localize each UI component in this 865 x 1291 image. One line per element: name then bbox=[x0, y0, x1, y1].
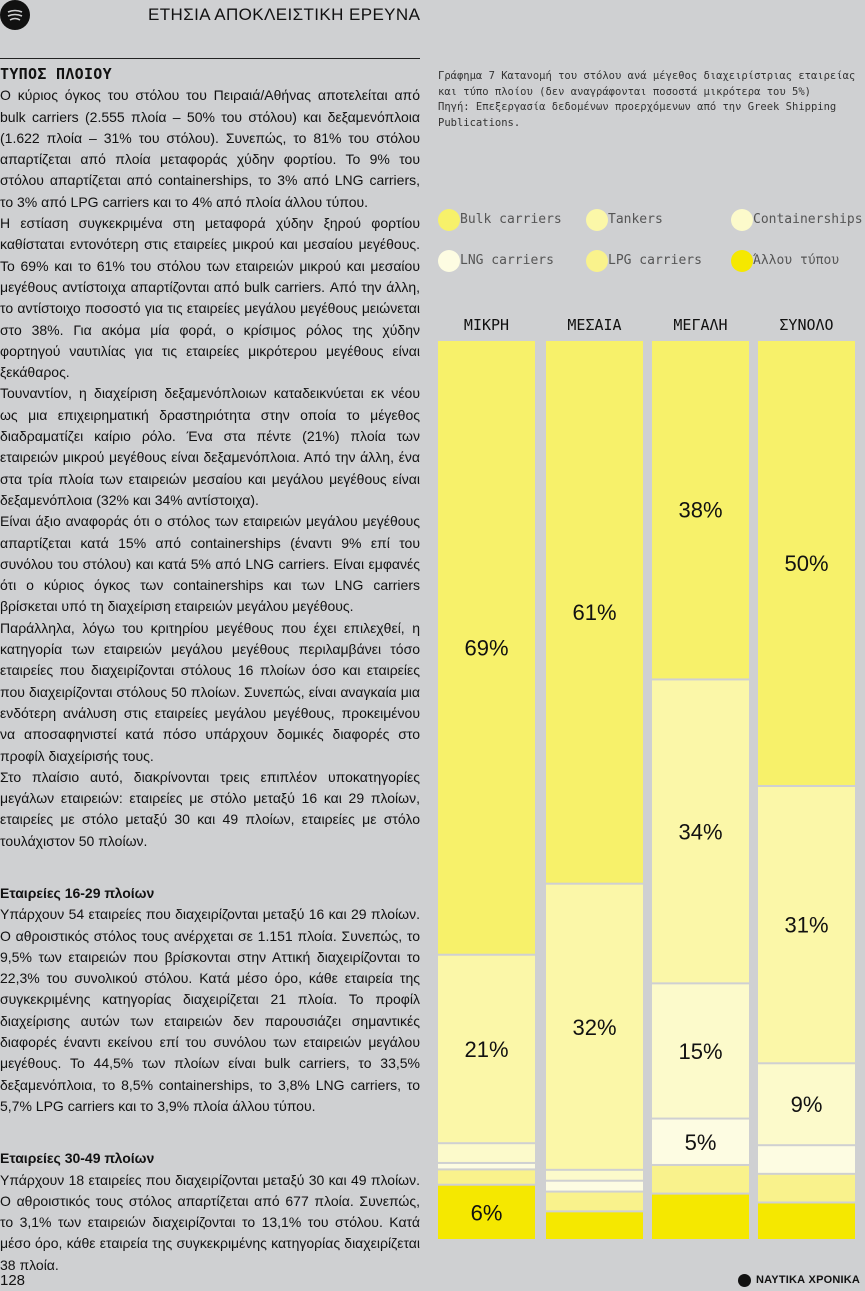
category-label: ΜΕΣΑΙΑ bbox=[567, 316, 622, 334]
bar-segment bbox=[546, 1171, 643, 1180]
chart-caption bbox=[438, 69, 862, 131]
data-label: 69% bbox=[464, 635, 509, 661]
legend-label: LNG carriers bbox=[460, 253, 554, 268]
subsection-text: Υπάρχουν 54 εταιρείες που διαχειρίζονται μεταξύ 16 και 29 πλοίων. Ο αθροιστικός στόλος τους ανέρχεται σε 1.151 πλοία. Συνεπώς, το 9,5% των εταιρειών που βρίσκονται στην Αττική διαχειρίζονται το 22,3% του συνολικού στόλου. Κατά μέσο όρο, κάθε εταιρεία της συγκεκριμένης κατηγορίας διαχειρίζεται 21 πλοία. Το προφίλ διαχείρισης αυτών των εταιρειών δεν παρουσιάζει σημαντικές διαφορές έναντι εκείνου επί του συνόλου των εταιρειών μεγάλου μεγέθους. Το 44,5% των πλοίων είναι bulk carriers, το 33,5% δεξαμενόπλοια, το 8,5% containerships, το 3,8% LNG carriers, το 5,7% LPG carriers και το 3,9% πλοία άλλου τύπου. bbox=[0, 906, 420, 1114]
bar-segment bbox=[546, 1193, 643, 1211]
bar-segment bbox=[652, 1195, 749, 1239]
header-divider bbox=[0, 58, 420, 59]
article-body bbox=[0, 64, 420, 1276]
legend-label: LPG carriers bbox=[608, 253, 702, 268]
legend-label: Άλλου τύπου bbox=[753, 253, 840, 268]
subsection-heading: Εταιρείες 30-49 πλοίων bbox=[0, 1150, 155, 1167]
section-title: ΕΤΗΣΙΑ ΑΠΟΚΛΕΙΣΤΙΚΗ ΕΡΕΥΝΑ bbox=[148, 5, 421, 24]
data-label: 38% bbox=[678, 497, 723, 523]
legend-label: Containerships bbox=[753, 212, 863, 227]
legend-label: Tankers bbox=[608, 212, 663, 227]
bar-segment bbox=[546, 1212, 643, 1239]
chart-caption-title: Γράφημα 7 Κατανομή του στόλου ανά μέγεθος διαχειρίστριας εταιρείας και τύπο πλοίου (δεν αναγράφονται ποσοστά μικρότερα του 5%) bbox=[438, 70, 856, 98]
data-label: 9% bbox=[790, 1092, 823, 1118]
bar-segment bbox=[758, 1175, 855, 1202]
subsection-text: Υπάρχουν 18 εταιρείες που διαχειρίζονται μεταξύ 30 και 49 πλοίων. Ο αθροιστικός τους στόλος απαρτίζεται από 677 πλοία. Συνεπώς, το 3,1% των εταιρειών διαχειρίζονται το 13,1% του στόλου. Κατά μέσο όρο, κάθε εταιρεία της συγκεκριμένης κατηγορίας διαχειρίζεται 38 πλοία. bbox=[0, 1171, 420, 1273]
stacked-bar-chart bbox=[438, 305, 858, 1243]
legend-swatch bbox=[586, 250, 608, 272]
data-label: 50% bbox=[784, 551, 829, 576]
article-paragraph: Η εστίαση συγκεκριμένα στη μεταφορά χύδην ξηρού φορτίου καθίσταται εντονότερη στις εταιρείες μικρού και μεσαίου μεγέθους. Το 69% και το 61% του στόλου των εταιρειών μικρού και μεσαίου μεγέθους αντίστοιχα απαρτίζονται από bulk carriers. Από την άλλη, το αντίστοιχο ποσοστό για τις εταιρείες μεγάλου μεγέθους μειώνεται στο 38%. Για ακόμα μία φορά, ο κρίσιμος ρόλος της χύδην φορτηγού ναυτιλίας για τις εταιρείες μικρότερου μεγέθους είναι ξεκάθαρος. bbox=[0, 215, 420, 381]
bar-segment bbox=[758, 1146, 855, 1173]
data-label: 31% bbox=[784, 912, 829, 938]
page-number: 128 bbox=[0, 1272, 26, 1289]
article-paragraph: Είναι άξιο αναφοράς ότι ο στόλος των εταιρειών μεγάλου μεγέθους απαρτίζεται κατά 15% από containerships (έναντι 9% επί του συνόλου του στόλου) και κατά 5% από LNG carriers. Είναι εμφανές ότι ο κύριος όγκος των containerships και των LNG carriers βρίσκεται υπό τη διαχείριση εταιρειών μεγάλου μεγέθους. bbox=[0, 513, 420, 615]
legend-swatch bbox=[586, 209, 608, 231]
article-paragraph: Παράλληλα, λόγω του κριτηρίου μεγέθους που έχει επιλεχθεί, η κατηγορία των εταιρειών μεγάλου μεγέθους περιλαμβάνει τόσο εταιρείες που διαχειρίζονται στόλους 16 πλοίων όσο και εταιρείες που διαχειρίζονται στόλους 50 πλοίων. Συνεπώς, είναι αναγκαία μια ενδότερη ανάλυση στις εταιρείες μεγάλου μεγέθους, προκειμένου να αποσαφηνιστεί κατά πόσο υπάρχουν δομικές διαφορές στο προφίλ διαχείρισής τους. bbox=[0, 619, 420, 764]
data-label: 5% bbox=[684, 1129, 717, 1155]
bar-segment bbox=[546, 1182, 643, 1191]
bar-segment bbox=[758, 1203, 855, 1239]
legend-swatch bbox=[731, 209, 753, 231]
subsection-heading: Εταιρείες 16-29 πλοίων bbox=[0, 884, 155, 901]
article-paragraph: Ο κύριος όγκος του στόλου του Πειραιά/Αθήνας αποτελείται από bulk carriers (2.555 πλοία – 50% του στόλου) και δεξαμενόπλοια (1.622 πλοία – 31% του στόλου). Συνεπώς, το 81% του στόλου απαρτίζεται από πλοία μεταφοράς χύδην φορτίου. Το 9% του στόλου απαρτίζεται από containerships, το 3% από LNG carriers, το 3% από LPG carriers και το 4% από πλοία άλλου τύπου. bbox=[0, 87, 420, 210]
bar-segment bbox=[438, 1170, 535, 1183]
category-label: ΣΥΝΟΛΟ bbox=[779, 316, 834, 334]
brand-name bbox=[738, 1274, 860, 1286]
bar-segment bbox=[652, 1166, 749, 1193]
chart-caption-source: Πηγή: Επεξεργασία δεδομένων προερχόμενων από την Greek Shipping Publications. bbox=[438, 101, 837, 129]
data-label: 32% bbox=[572, 1014, 617, 1040]
data-label: 61% bbox=[572, 599, 617, 625]
bar-segment bbox=[438, 1144, 535, 1162]
category-label: ΜΙΚΡΗ bbox=[463, 316, 510, 334]
data-label: 21% bbox=[464, 1036, 509, 1062]
legend-label: Bulk carriers bbox=[460, 212, 562, 227]
category-label: ΜΕΓΑΛΗ bbox=[673, 316, 728, 334]
magazine-logo-icon bbox=[0, 0, 30, 30]
data-label: 34% bbox=[678, 819, 723, 845]
legend-swatch bbox=[438, 250, 460, 272]
legend-swatch bbox=[731, 250, 753, 272]
legend-swatch bbox=[438, 209, 460, 231]
article-paragraph: Τουναντίον, η διαχείριση δεξαμενόπλοιων καταδεικνύεται εκ νέου ως μια επιχειρηματική δραστηριότητα στην οποία το μέγεθος διαδραματίζει καίριο ρόλο. Ένα στα πέντε (21%) πλοία των εταιρειών μικρού μεγέθους είναι δεξαμενόπλοια. Από την άλλη, ένα στα τρία πλοία των εταιρειών μεσαίου και μεγάλου μεγέθους είναι δεξαμενόπλοια (32% και 34% αντίστοιχα). bbox=[0, 385, 420, 508]
data-label: 15% bbox=[678, 1038, 723, 1064]
bar-segment bbox=[438, 1164, 535, 1168]
data-label: 6% bbox=[470, 1200, 503, 1226]
brand-name-text: ΝΑΥΤΙΚΑ ΧΡΟΝΙΚΑ bbox=[756, 1274, 861, 1286]
article-heading: ΤΥΠΟΣ ΠΛΟΙΟΥ bbox=[0, 65, 112, 83]
article-paragraph: Στο πλαίσιο αυτό, διακρίνονται τρεις επιπλέον υποκατηγορίες μεγάλων εταιρειών: εταιρείες με στόλο μεταξύ 16 και 29 πλοίων, εταιρείες με στόλο μεταξύ 30 και 49 πλοίων, εταιρείες με στόλο τουλάχιστον 50 πλοίων. bbox=[0, 768, 420, 849]
